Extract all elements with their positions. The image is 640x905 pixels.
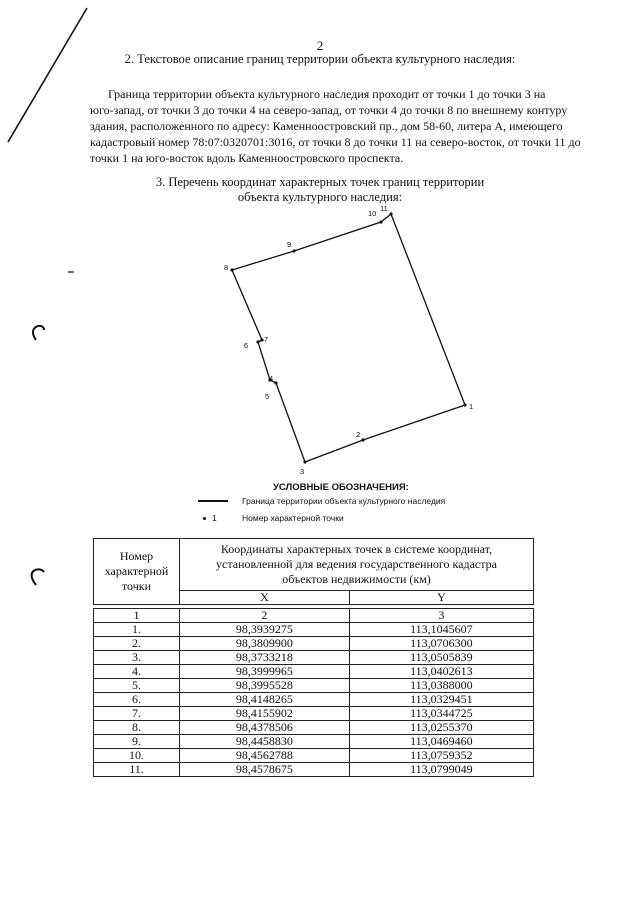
paragraph-line: здания, расположенного по адресу: Каменноостровский пр., дом 58-60, литера А, имеющего <box>90 119 563 133</box>
point-label: 6 <box>244 341 249 350</box>
y-coordinate-cell: 113,0799049 <box>349 763 533 777</box>
table-row <box>94 749 534 763</box>
table-row <box>94 721 534 735</box>
table-row <box>94 665 534 679</box>
y-coordinate-cell: 113,0759352 <box>349 749 533 763</box>
point-label: 7 <box>264 335 269 344</box>
x-coordinate-cell: 98,4562788 <box>180 749 350 763</box>
page-number: 2 <box>316 38 324 53</box>
legend-dot-symbol: 1 <box>212 513 217 523</box>
point-number-cell: 10. <box>94 749 180 763</box>
table-row <box>94 651 534 665</box>
point-label: 10 <box>368 209 377 218</box>
point-6-marker <box>256 340 259 343</box>
paragraph-line: Граница территории объекта культурного наследия проходит от точки 1 до точки 3 на <box>108 87 546 101</box>
x-coordinate-cell: 98,3999965 <box>180 665 350 679</box>
index-cell: 3 <box>349 609 533 623</box>
x-coordinate-cell: 98,3733218 <box>180 651 350 665</box>
legend-line-swatch <box>198 500 228 502</box>
point-label: 1 <box>469 402 474 411</box>
legend-dot-swatch <box>203 517 206 520</box>
paragraph-line: юго-запад, от точки 3 до точки 4 на северо-запад, от точки 4 до точки 8 по внешнему контуру <box>90 103 568 117</box>
point-number-cell: 3. <box>94 651 180 665</box>
section-3-title-line2: объекта культурного наследия: <box>237 190 403 204</box>
paragraph-line: кадастровый номер 78:07:0320701:3016, от точки 8 до точки 11 на северо-восток, от точки 11 до <box>90 135 581 149</box>
coordinates-table <box>93 538 534 777</box>
section-3-title-line1: 3. Перечень координат характерных точек границ территории <box>155 175 485 189</box>
point-1-marker <box>463 403 466 406</box>
index-cell: 2 <box>180 609 350 623</box>
section-2-title: 2. Текстовое описание границ территории объекта культурного наследия: <box>124 52 516 66</box>
point-number-cell: 11. <box>94 763 180 777</box>
y-coordinate-cell: 113,0344725 <box>349 707 533 721</box>
y-coordinate-cell: 113,0469460 <box>349 735 533 749</box>
point-label: 4 <box>269 374 274 383</box>
legend-dot-label: Номер характерной точки <box>242 513 344 523</box>
point-11-marker <box>389 212 392 215</box>
table-row <box>94 763 534 777</box>
x-coordinate-cell: 98,4148265 <box>180 693 350 707</box>
coordinate-rows <box>94 623 534 777</box>
legend-title: УСЛОВНЫЕ ОБОЗНАЧЕНИЯ: <box>273 482 409 493</box>
header-line: точки <box>121 579 152 593</box>
header-y: Y <box>349 591 533 605</box>
point-number-cell: 2. <box>94 637 180 651</box>
point-10-marker <box>379 220 382 223</box>
point-number-cell: 5. <box>94 679 180 693</box>
margin-hook-2 <box>32 569 44 585</box>
table-row <box>94 693 534 707</box>
point-8-marker <box>230 268 233 271</box>
y-coordinate-cell: 113,1045607 <box>349 623 533 637</box>
point-number-cell: 7. <box>94 707 180 721</box>
y-coordinate-cell: 113,0388000 <box>349 679 533 693</box>
point-2-marker <box>361 438 364 441</box>
x-coordinate-cell: 98,4378506 <box>180 721 350 735</box>
table-row <box>94 735 534 749</box>
header-coordinates: Координаты характерных точек в системе координат, установленной для ведения государственного кадастра объектов недвижимости (км) <box>180 539 534 591</box>
y-coordinate-cell: 113,0402613 <box>349 665 533 679</box>
point-3-marker <box>303 460 306 463</box>
x-coordinate-cell: 98,3809900 <box>180 637 350 651</box>
x-coordinate-cell: 98,3939275 <box>180 623 350 637</box>
x-coordinate-cell: 98,4578675 <box>180 763 350 777</box>
point-9-marker <box>292 249 295 252</box>
table-row <box>94 637 534 651</box>
table-row <box>94 707 534 721</box>
paragraph-line: точки 1 на юго-восток вдоль Каменноостровского проспекта. <box>90 151 404 165</box>
header-line: характерной <box>104 564 169 578</box>
index-cell: 1 <box>94 609 180 623</box>
x-coordinate-cell: 98,4155902 <box>180 707 350 721</box>
table-row <box>94 679 534 693</box>
y-coordinate-cell: 113,0255370 <box>349 721 533 735</box>
y-coordinate-cell: 113,0505839 <box>349 651 533 665</box>
point-label: 2 <box>356 430 361 439</box>
point-number-cell: 6. <box>94 693 180 707</box>
y-coordinate-cell: 113,0329451 <box>349 693 533 707</box>
header-x: X <box>180 591 350 605</box>
x-coordinate-cell: 98,4458830 <box>180 735 350 749</box>
point-number-cell: 4. <box>94 665 180 679</box>
x-coordinate-cell: 98,3995528 <box>180 679 350 693</box>
legend-line-label: Граница территории объекта культурного наследия <box>242 496 446 506</box>
point-number-cell: 8. <box>94 721 180 735</box>
point-number-cell: 9. <box>94 735 180 749</box>
table-row <box>94 623 534 637</box>
point-label: 8 <box>224 263 229 272</box>
y-coordinate-cell: 113,0706300 <box>349 637 533 651</box>
header-line: Номер <box>119 549 154 563</box>
point-number-cell: 1. <box>94 623 180 637</box>
point-label: 9 <box>287 240 292 249</box>
point-label: 11 <box>380 204 388 213</box>
header-point-number <box>94 539 180 605</box>
point-label: 3 <box>300 467 305 476</box>
point-4-marker <box>274 381 277 384</box>
point-label: 5 <box>265 392 270 401</box>
